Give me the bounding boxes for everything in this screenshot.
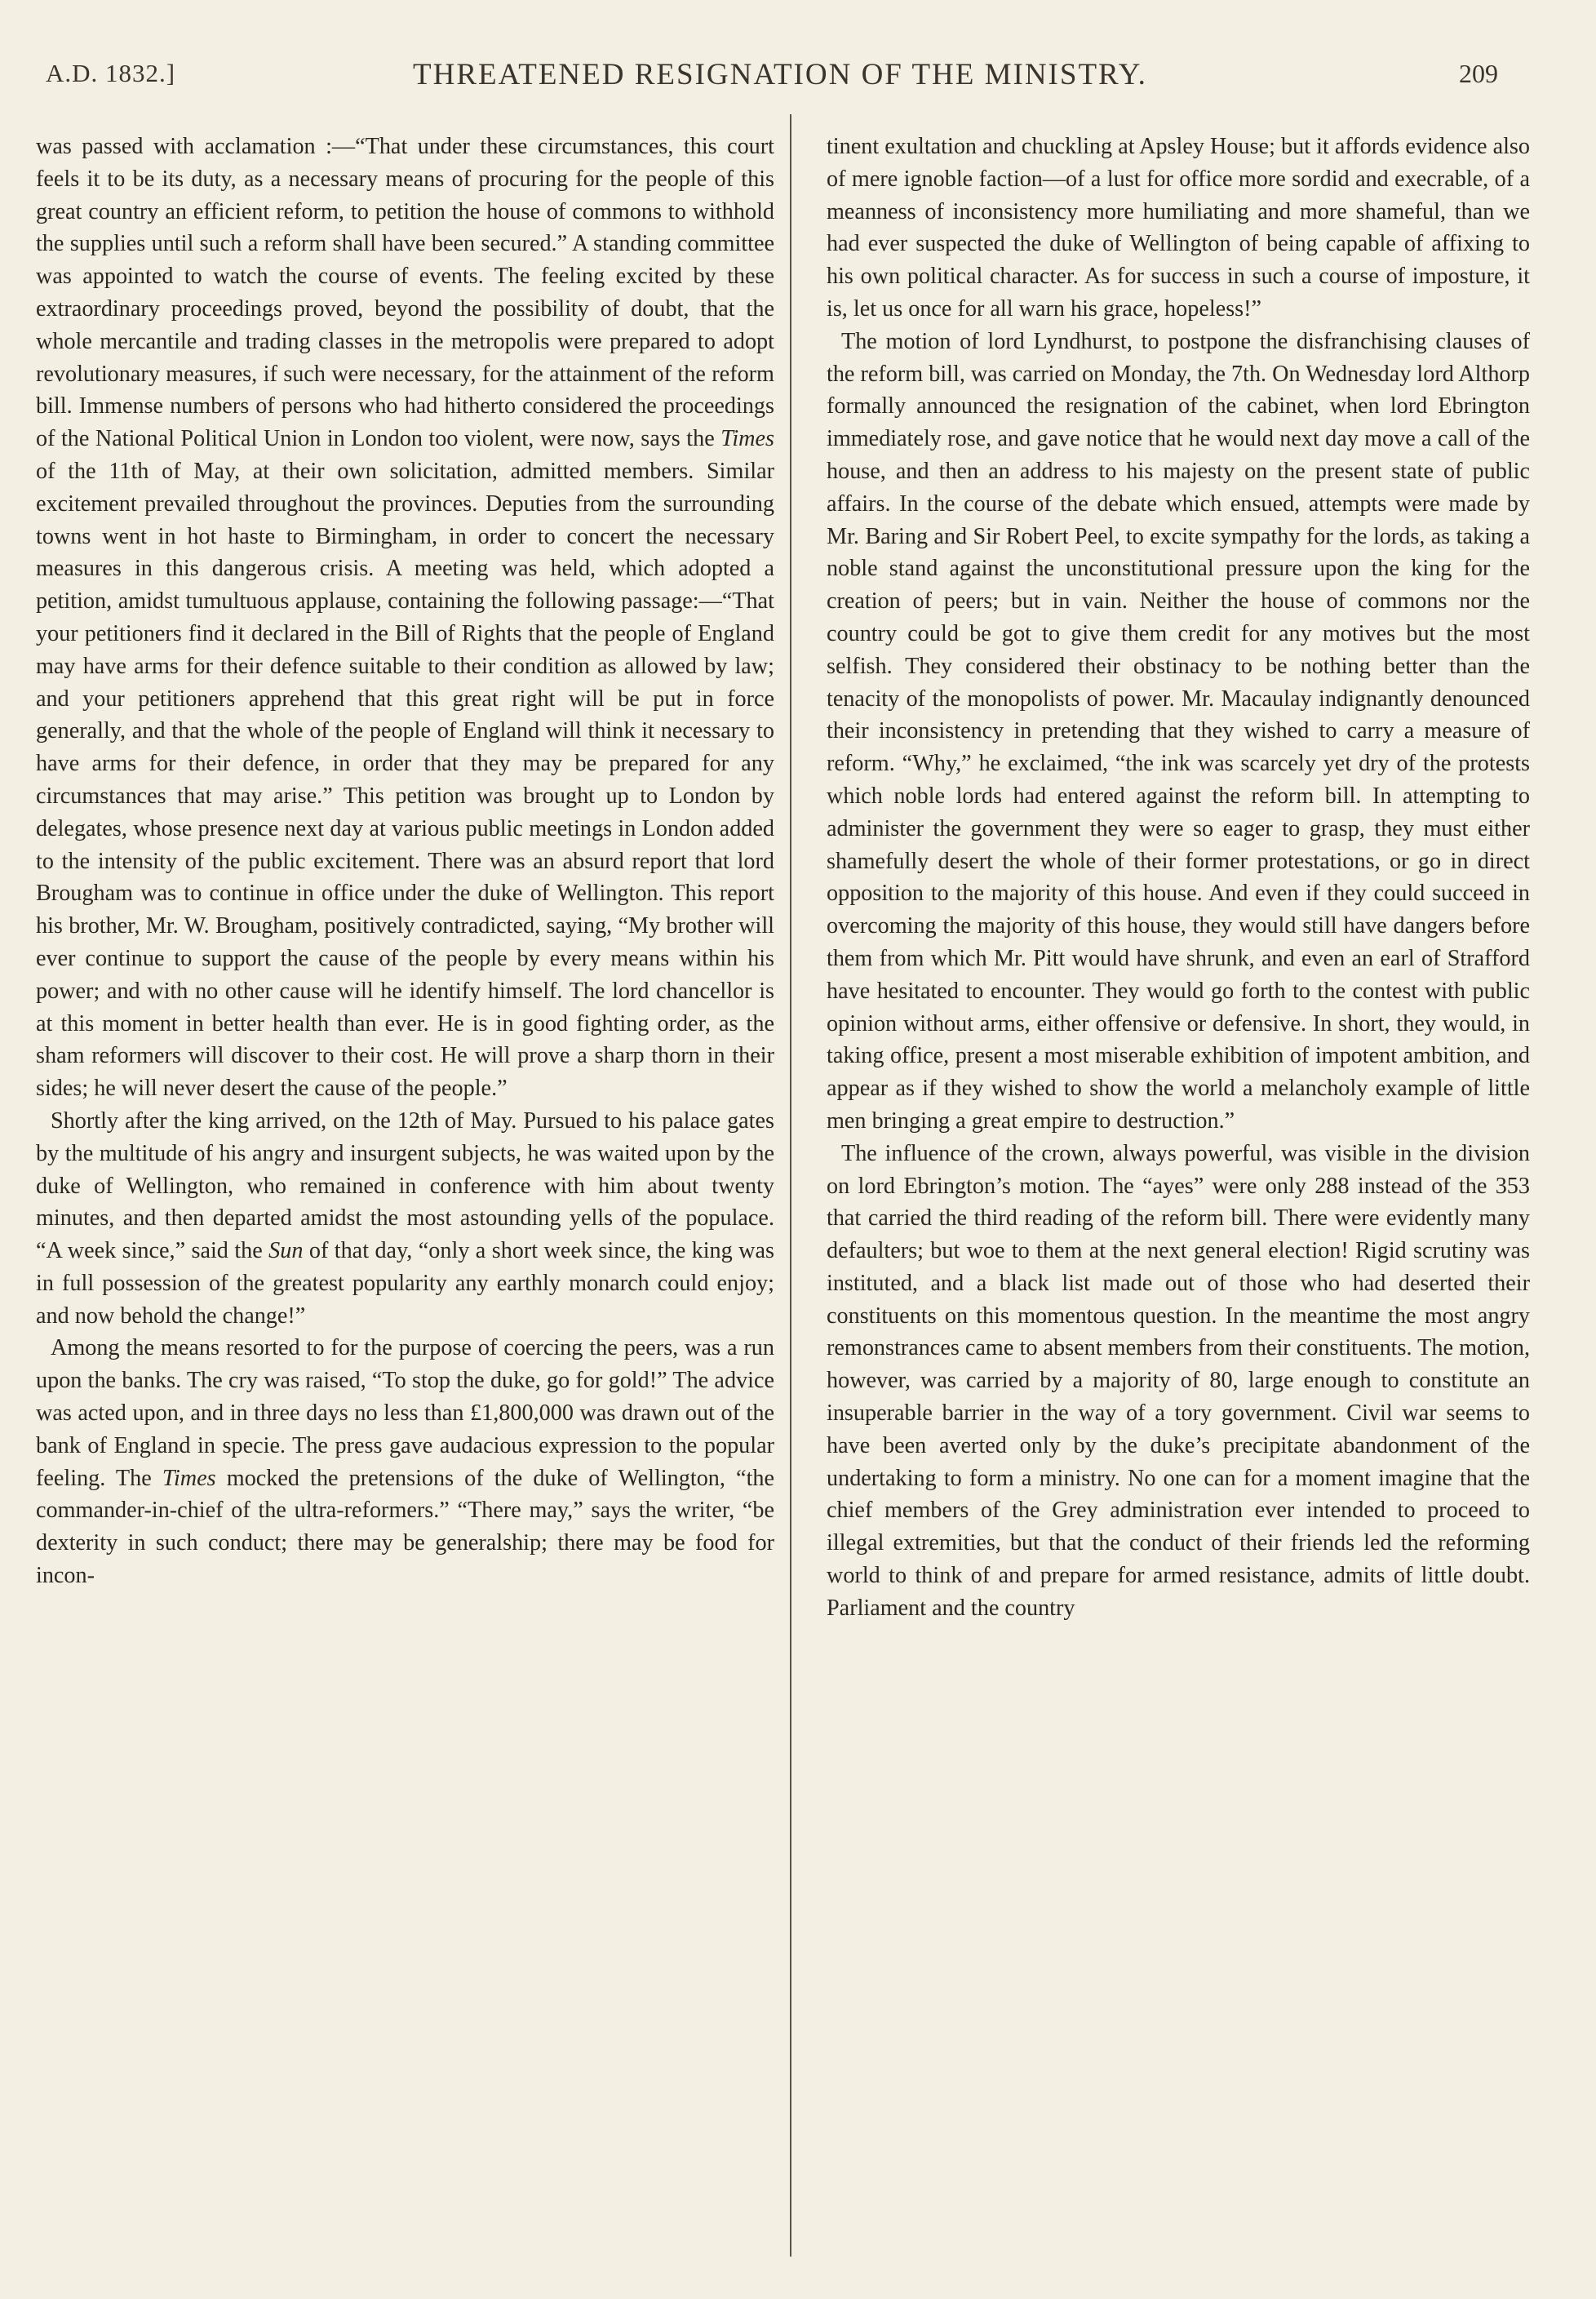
text-run: tinent exultation and chuckling at Apsley House; but it affords evidence also of mere ignoble faction—of a lust for office more sordid and execrable, of a meanness of inconsistency more humiliating and more shameful, than we had ever suspected the duke of Wellington of being capable of affixing to his own political character. As for success in such a course of imposture, it is, let us once for all warn his grace, hopeless!”	[827, 134, 1530, 322]
left-column	[36, 131, 774, 1592]
text-run: mocked the pretensions of the duke of Wellington, “the commander-in-chief of the ultra-reformers.” “There may,” says the writer, “be dexterity in such conduct; there may be generalship; there may be food for incon-	[36, 1465, 774, 1589]
page-number: 209	[1459, 59, 1498, 88]
text-run: of the 11th of May, at their own solicitation, admitted members. Similar excitement prevailed throughout the provinces. Deputies from the surrounding towns went in hot haste to Birmingham, in order to concert the necessary measures in this dangerous crisis. A meeting was held, which adopted a petition, amidst tumultuous applause, containing the following passage:—“That your petitioners find it declared in the Bill of Rights that the people of England may have arms for their defence suitable to their condition as allowed by law; and your petitioners apprehend that this great right will be put in force generally, and that the whole of the people of England will think it necessary to have arms for their defence, in order that they may be prepared for any circumstances that may arise.” This petition was brought up to London by delegates, whose presence next day at various public meetings in London added to the intensity of the public excitement. There was an absurd report that lord Brougham was to continue in office under the duke of Wellington. This report his brother, Mr. W. Brougham, positively contradicted, saying, “My brother will ever continue to support the cause of the people by every means within his power; and with no other cause will he identify himself. The lord chancellor is at this moment in better health than ever. He is in good fighting order, as the sham reformers will discover to their cost. He will prove a sharp thorn in their sides; he will never desert the cause of the people.”	[36, 458, 774, 1102]
paragraph	[827, 1138, 1530, 1625]
paragraph	[36, 1332, 774, 1591]
text-run: Shortly after the king arrived, on the 12th of May. Pursued to his palace gates by the multitude of his angry and insurgent subjects, he was waited upon by the duke of Wellington, who remained in conference with him about twenty minutes, and then departed amidst the most astounding yells of the populace. “A week since,” said the	[36, 1107, 774, 1264]
paragraph	[827, 131, 1530, 326]
text-run: was passed with acclamation :—“That under these circumstances, this court feels it to be its duty, as a necessary means of procuring for the people of this great country an efficient reform, to petition the house of commons to withhold the supplies until such a reform shall have been secured.” A standing committee was appointed to watch the course of events. The feeling excited by these extraordinary proceedings proved, beyond the possibility of doubt, that the whole mercantile and trading classes in the metropolis were prepared to adopt revolutionary measures, if such were necessary, for the attainment of the reform bill. Immense numbers of persons who had hitherto considered the proceedings of the National Political Union in London too violent, were now, says the	[36, 134, 774, 452]
text-run: The influence of the crown, always powerful, was visible in the division on lord Ebrington’s motion. The “ayes” were only 288 instead of the 353 that carried the third reading of the reform bill. There were evidently many defaulters; but woe to them at the next general election! Rigid scrutiny was instituted, and a black list made out of those who had deserted their constituents on this momentous question. In the meantime the most angry remonstrances came to absent members from their constituents. The motion, however, was carried by a majority of 80, large enough to constitute an insuperable barrier in the way of a tory government. Civil war seems to have been averted only by the duke’s precipitate abandonment of the undertaking to form a ministry. No one can for a moment imagine that the chief members of the Grey administration ever intended to proceed to illegal extremities, but that the conduct of their friends led the reforming world to think of and prepare for armed resistance, admits of little doubt. Parliament and the country	[827, 1140, 1530, 1621]
header-title: THREATENED RESIGNATION OF THE MINISTRY.	[413, 58, 1147, 91]
text-run: of that day, “only a short week since, the king was in full possession of the greatest popularity any earthly monarch could enjoy; and now behold the change!”	[36, 1238, 774, 1329]
paragraph	[36, 1105, 774, 1333]
paragraph	[827, 326, 1530, 1138]
right-column	[827, 131, 1530, 1625]
paragraph	[36, 131, 774, 1105]
header-date: A.D. 1832.]	[46, 59, 176, 87]
newspaper-title: Times	[720, 426, 774, 452]
newspaper-title: Sun	[268, 1238, 304, 1264]
newspaper-title: Times	[162, 1465, 216, 1491]
text-run: The motion of lord Lyndhurst, to postpone the disfranchising clauses of the reform bill, was carried on Monday, the 7th. On Wednesday lord Althorp formally announced the resignation of the cabinet, when lord Ebrington immediately rose, and gave notice that he would next day move a call of the house, and then an address to his majesty on the present state of public affairs. In the course of the debate which ensued, attempts were made by Mr. Baring and Sir Robert Peel, to excite sympathy for the lords, as taking a noble stand against the unconstitutional pressure upon the king for the creation of peers; but in vain. Neither the house of commons nor the country could be got to give them credit for any motives but the most selfish. They considered their obstinacy to be nothing better than the tenacity of the monopolists of power. Mr. Macaulay indignantly denounced their inconsistency in pretending that they wished to carry a measure of reform. “Why,” he exclaimed, “the ink was scarcely yet dry of the protests which noble lords had entered against the reform bill. In attempting to administer the government they were so eager to grasp, they must either shamefully desert the whole of their former protestations, or go in direct opposition to the majority of this house. And even if they could succeed in overcoming the majority of this house, they would still have dangers before them from which Mr. Pitt would have shrunk, and even an earl of Strafford have hesitated to encounter. They would go forth to the contest with public opinion without arms, either offensive or defensive. In short, they would, in taking office, present a most miserable exhibition of impotent ambition, and appear as if they wished to show the world a melancholy example of little men bringing a great empire to destruction.”	[827, 328, 1530, 1134]
column-divider	[790, 114, 791, 2257]
running-header	[46, 52, 1498, 101]
text-run: Among the means resorted to for the purpose of coercing the peers, was a run upon the banks. The cry was raised, “To stop the duke, go for gold!” The advice was acted upon, and in three days no less than £1,800,000 was drawn out of the bank of England in specie. The press gave audacious expression to the popular feeling. The	[36, 1335, 774, 1491]
